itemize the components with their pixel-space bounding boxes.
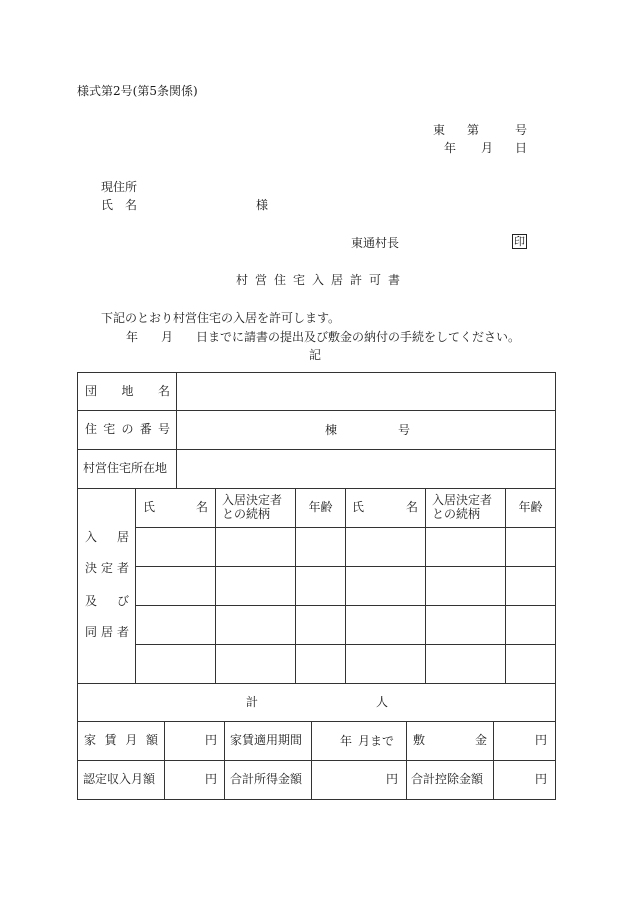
doc-number-dai: 第 bbox=[467, 123, 480, 137]
label-house-number: 住 宅 の 番 号 bbox=[85, 422, 170, 437]
doc-number-gou: 号 bbox=[515, 123, 528, 137]
group-label-1: 入 居 bbox=[85, 530, 129, 545]
building-label: 棟 bbox=[325, 423, 338, 437]
ki-mark: 記 bbox=[309, 348, 322, 362]
col-name-right: 氏 名 bbox=[352, 500, 418, 515]
name-label-1: 氏 bbox=[101, 198, 114, 212]
col-age-right: 年齢 bbox=[518, 500, 543, 515]
issuer: 東通村長 bbox=[351, 236, 400, 250]
label-total-deduction: 合計控除金額 bbox=[411, 772, 484, 787]
period-year: 年 bbox=[340, 734, 353, 748]
date-day: 日 bbox=[515, 141, 528, 155]
body-line-2-rest: 日までに請書の提出及び敷金の納付の手続をしてください。 bbox=[196, 330, 521, 344]
total-nin: 人 bbox=[376, 695, 389, 709]
group-label-4: 同 居 者 bbox=[85, 625, 129, 640]
form-number: 様式第2号(第5条関係) bbox=[77, 84, 198, 98]
document-title: 村営住宅入居許可書 bbox=[236, 273, 408, 287]
date-month: 月 bbox=[481, 141, 494, 155]
label-certified-income: 認定収入月額 bbox=[83, 772, 156, 787]
address-label: 現住所 bbox=[101, 180, 138, 194]
number-label: 号 bbox=[398, 423, 411, 437]
label-total-income: 合計所得金額 bbox=[230, 772, 303, 787]
body-line-2-year: 年 bbox=[126, 330, 139, 344]
label-location: 村営住宅所在地 bbox=[83, 461, 168, 476]
rent-yen: 円 bbox=[204, 733, 217, 748]
date-year: 年 bbox=[444, 141, 457, 155]
seal-mark: 印 bbox=[514, 235, 525, 248]
col-relation-right: 入居決定者 との続柄 bbox=[432, 493, 493, 521]
label-monthly-rent: 家 賃 月 額 bbox=[84, 733, 158, 748]
label-danchi: 団 地 名 bbox=[85, 383, 170, 398]
body-line-2-month: 月 bbox=[161, 330, 174, 344]
body-line-1: 下記のとおり村営住宅の入居を許可します。 bbox=[101, 311, 341, 325]
doc-number-prefix: 東 bbox=[433, 123, 446, 137]
total-deduction-yen: 円 bbox=[534, 772, 547, 787]
honorific: 様 bbox=[256, 198, 269, 212]
name-label-2: 名 bbox=[125, 198, 138, 212]
group-label-3: 及 び bbox=[85, 594, 129, 609]
group-label-2: 決 定 者 bbox=[85, 561, 129, 576]
col-relation-left: 入居決定者 との続柄 bbox=[222, 493, 283, 521]
col-age-left: 年齢 bbox=[308, 500, 333, 515]
total-kei: 計 bbox=[246, 695, 259, 709]
deposit-yen: 円 bbox=[534, 733, 547, 748]
label-deposit: 敷 金 bbox=[413, 733, 487, 748]
period-until: 月まで bbox=[358, 734, 395, 748]
label-rent-period: 家賃適用期間 bbox=[230, 733, 303, 748]
col-name-left: 氏 名 bbox=[143, 500, 208, 515]
income-yen: 円 bbox=[204, 772, 217, 787]
total-income-yen: 円 bbox=[385, 772, 398, 787]
